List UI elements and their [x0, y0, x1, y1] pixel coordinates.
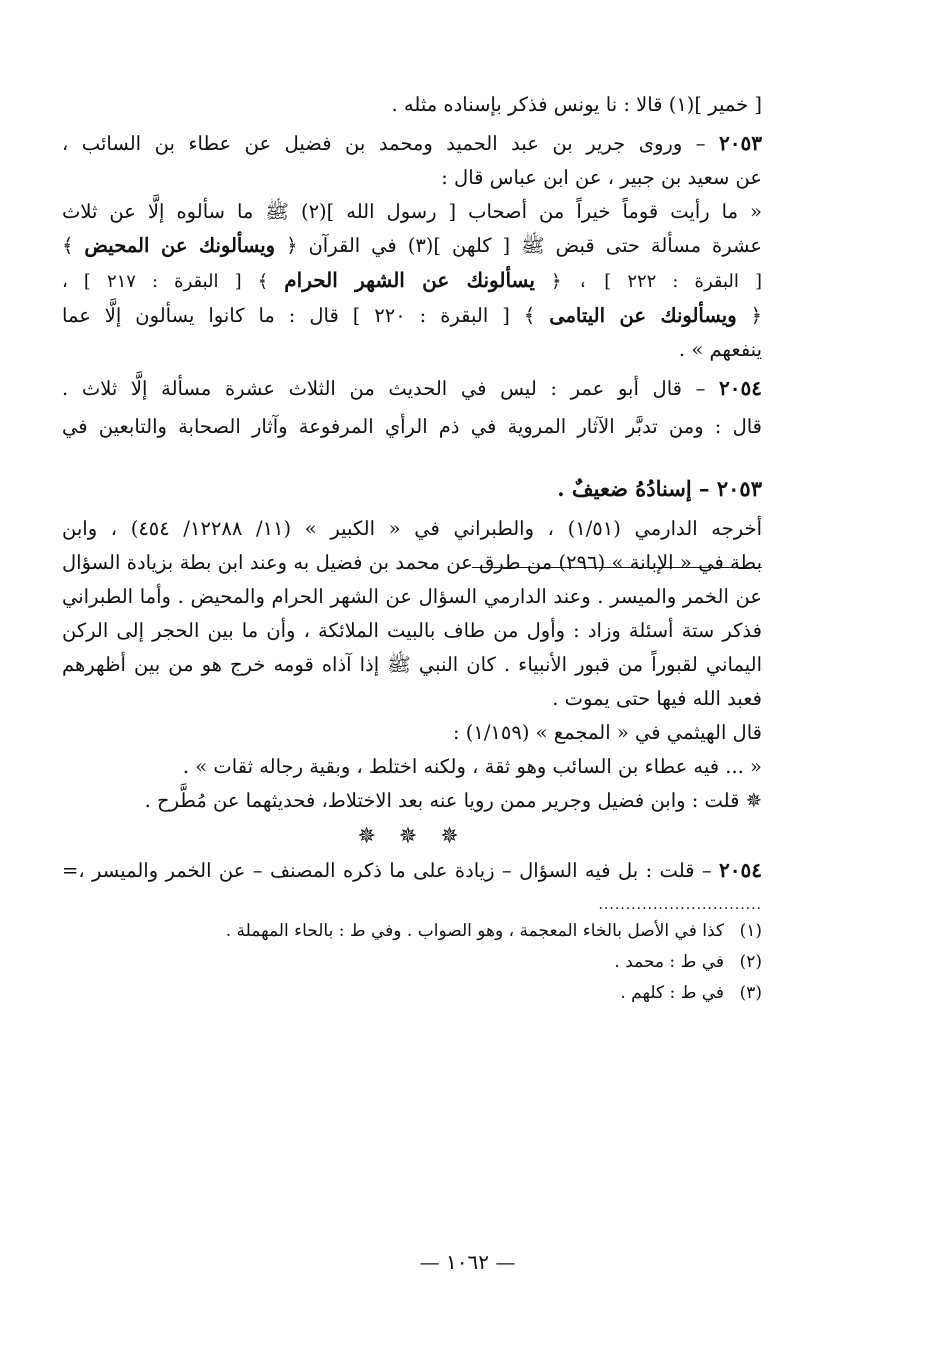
text-line: عن سعيد بن جبير ، عن ابن عباس قال :	[441, 166, 762, 189]
footnote-number: (٢)	[739, 952, 762, 972]
text-span: – قلت : بل فيه السؤال – زيادة على ما ذكره المصنف – عن الخمر والميسر ،=	[62, 859, 712, 882]
commentary-line: بطة في « الإبانة » (٢٩٦) من طرق عن محمد بن فضيل به وعند ابن بطة بزيادة السؤال	[62, 551, 763, 574]
hadith-2054-line	[62, 371, 762, 406]
commentary-line: ✵ قلت : وابن فضيل وجرير ممن رويا عنه بعد الاختلاط، فحديثهما عن مُطَّرح .	[144, 789, 762, 812]
commentary-line: فذكر ستة أسئلة وزاد : وأول من طاف بالبيت الملائكة ، وأن ما بين الحجر إلى الركن	[62, 619, 762, 642]
commentary-quote: « ... فيه عطاء بن السائب وهو ثقة ، ولكنه اختلط ، وبقية رجاله ثقات » .	[182, 755, 762, 778]
text-line	[62, 299, 762, 333]
text-span: ﴾ [ البقرة : ٢٢٠ ] قال : ما كانوا يسألون إلَّا عما	[62, 304, 536, 327]
footnote-text: كذا في الأصل بالخاء المعجمة ، وهو الصواب . وفي ط : بالحاء المهملة .	[225, 921, 724, 941]
commentary-line: اليماني لقبوراً من قبور الأنبياء . كان النبي ﷺ إذا آذاه قومه خرج هو من بين أظهرهم	[62, 653, 762, 676]
text-span: ﴾	[62, 234, 74, 257]
footnote-number: (١)	[739, 921, 762, 941]
text-span: ﴾ [ البقرة : ٢١٧ ] ،	[62, 271, 269, 292]
footnote	[62, 978, 762, 1009]
quran-verse: يسألونك عن الشهر الحرام	[284, 268, 535, 292]
text-line	[62, 229, 762, 263]
hadith-number: ٢٠٥٤	[719, 376, 762, 400]
text-line: قال : ومن تدبَّر الآثار المروية في ذم الرأي المرفوعة وآثار الصحابة والتابعين في	[62, 415, 762, 438]
text-span: عشرة مسألة حتى قبض ﷺ [ كلهن ](٣) في القرآن ﴿	[286, 234, 763, 257]
text-line: ينفعهم » .	[678, 338, 762, 361]
commentary-2054-line	[62, 853, 762, 888]
footnote-text: في ط : كلهم .	[620, 983, 724, 1003]
commentary-line: فعبد الله فيها حتى يموت .	[552, 687, 762, 710]
quran-verse: ويسألونك عن المحيض	[84, 234, 276, 257]
commentary-title	[62, 470, 762, 508]
footnote	[62, 916, 762, 947]
hadith-2053-line	[62, 126, 762, 161]
separator-stars: ✵ ✵ ✵	[357, 824, 467, 849]
hadith-number: ٢٠٥٤	[719, 858, 762, 882]
commentary-line: أخرجه الدارمي (١/٥١) ، والطبراني في « الكبير » (١١/ ١٢٢٨٨/ ٤٥٤) ، وابن	[62, 517, 762, 540]
commentary-line: عن الخمر والميسر . وعند الدارمي السؤال عن الشهر الحرام والمحيض . وأما الطبراني	[62, 585, 762, 608]
hadith-number: ٢٠٥٣	[719, 131, 762, 155]
page-body	[62, 88, 762, 1009]
text-span: – إسنادُهُ ضعيفٌ .	[557, 476, 710, 501]
hadith-number: ٢٠٥٣	[716, 476, 762, 501]
text-span: [ البقرة : ٢٢٢ ] ، ﴿	[551, 271, 762, 292]
quran-verse: ويسألونك عن اليتامى	[549, 304, 737, 327]
text-line: « ما رأيت قوماً خيراً من أصحاب [ رسول الله ](٢) ﷺ ما سألوه إلَّا عن ثلاث	[62, 200, 762, 223]
footnote-separator: ..............................	[598, 897, 762, 913]
text-line	[62, 263, 762, 299]
footnote	[62, 947, 762, 978]
text-line: [ خمير ](١) قالا : نا يونس فذكر بإسناده مثله .	[391, 93, 762, 116]
commentary-line: قال الهيثمي في « المجمع » (١/١٥٩) :	[452, 721, 762, 744]
footnote-number: (٣)	[739, 983, 762, 1003]
text-span: – قال أبو عمر : ليس في الحديث من الثلاث عشرة مسألة إلَّا ثلاث .	[62, 377, 706, 400]
text-span: ﴿	[750, 304, 763, 327]
page-number: — ١٠٦٢ —	[419, 1250, 516, 1274]
footnote-text: في ط : محمد .	[614, 952, 724, 972]
text-span: – وروى جرير بن عبد الحميد ومحمد بن فضيل عن عطاء بن السائب ،	[62, 132, 706, 155]
section-divider	[472, 567, 762, 568]
